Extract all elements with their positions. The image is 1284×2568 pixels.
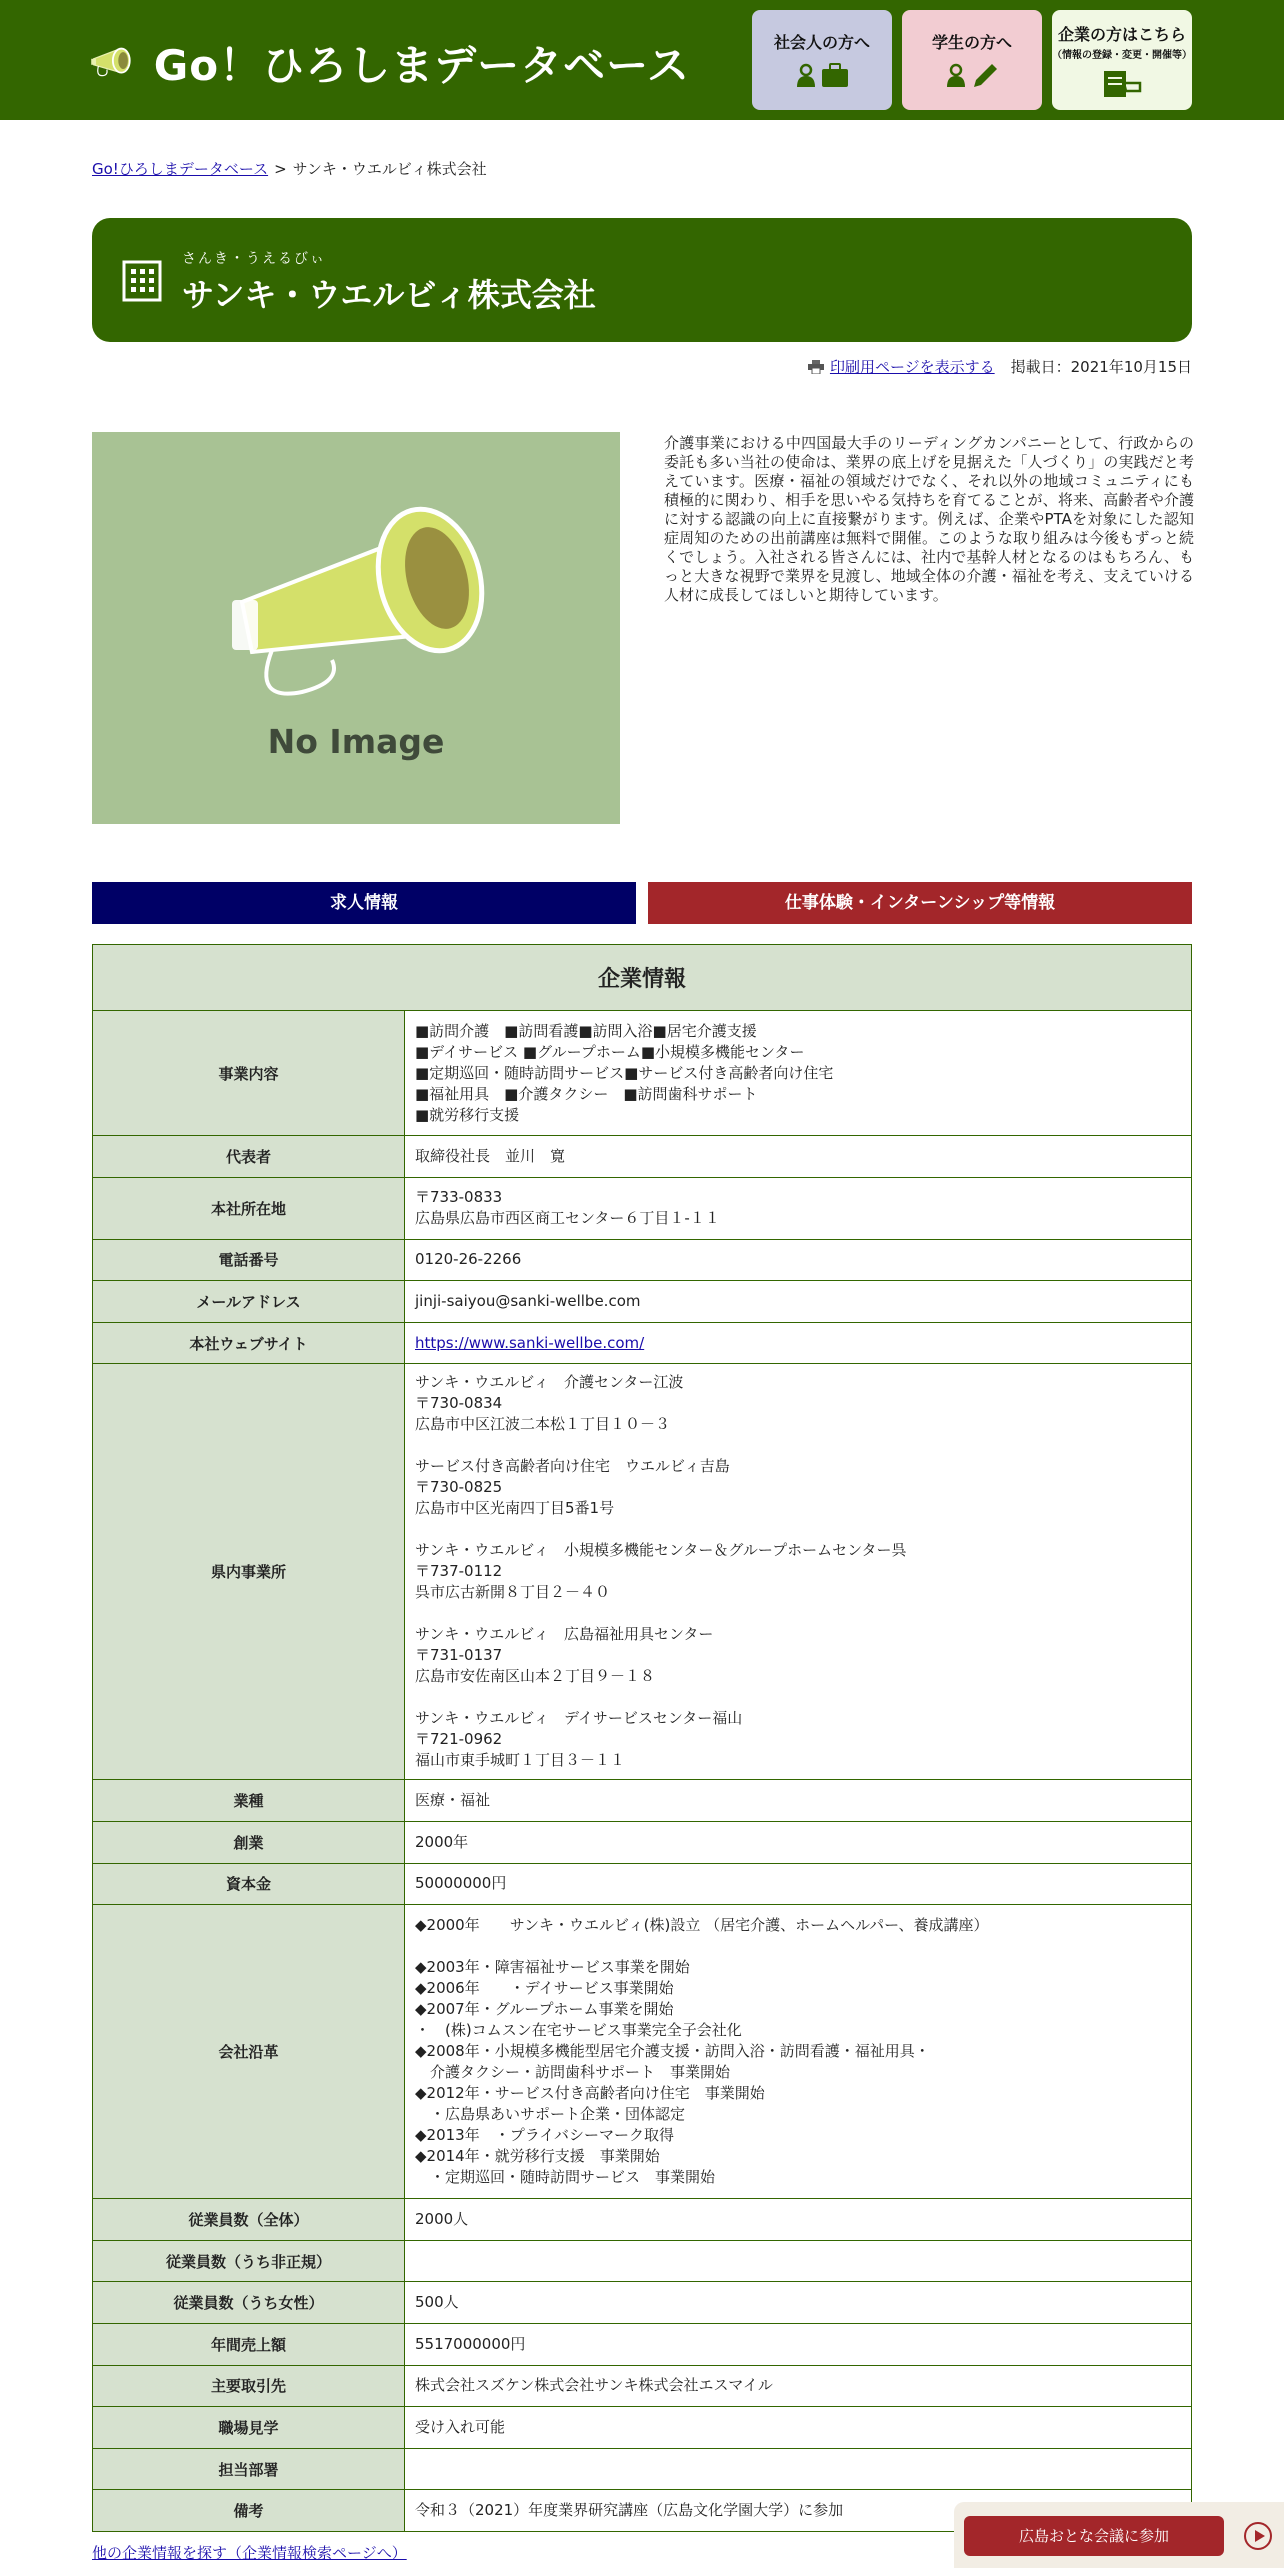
breadcrumb-home-link[interactable]: Go!ひろしまデータベース — [92, 160, 269, 178]
table-row-key: 事業内容 — [93, 1011, 405, 1136]
site-header — [0, 0, 1284, 120]
breadcrumb-separator: > — [274, 160, 287, 178]
table-row-value — [405, 2240, 1192, 2282]
header-button-worker[interactable] — [752, 10, 892, 110]
print-line — [808, 356, 1192, 377]
company-name-ruby: さんき・うえるびぃ — [182, 251, 326, 267]
internship-info-button[interactable]: 仕事体験・インターンシップ等情報 — [648, 882, 1192, 924]
table-row-key: 資本金 — [93, 1863, 405, 1905]
play-icon[interactable] — [1244, 2522, 1272, 2550]
breadcrumb-current: サンキ・ウエルビィ株式会社 — [292, 160, 487, 178]
table-row-value: 2000人 — [405, 2199, 1192, 2241]
company-website-link[interactable]: https://www.sanki-wellbe.com/ — [415, 1333, 645, 1352]
table-row-key: 会社沿革 — [93, 1905, 405, 2199]
header-button-company[interactable] — [1052, 10, 1192, 110]
join-meeting-button[interactable]: 広島おとな会議に参加 — [964, 2516, 1224, 2556]
table-row-key: 従業員数（全体） — [93, 2199, 405, 2241]
table-row-value: 取締役社長 並川 寛 — [405, 1136, 1192, 1178]
document-hand-icon — [1052, 69, 1192, 103]
table-row-key: 本社所在地 — [93, 1177, 405, 1239]
table-row-value: 500人 — [405, 2282, 1192, 2324]
company-info-table — [92, 944, 1192, 2532]
table-row-key: 職場見学 — [93, 2407, 405, 2449]
table-row-key: メールアドレス — [93, 1281, 405, 1323]
table-row-value — [405, 2448, 1192, 2490]
header-button-label: 学生の方へ — [931, 33, 1012, 52]
site-title: Go！ひろしまデータベース — [153, 41, 690, 90]
table-row-value: 0120-26-2266 — [405, 1239, 1192, 1281]
table-row-value: 受け入れ可能 — [405, 2407, 1192, 2449]
header-button-sublabel: （情報の登録・変更・開催等） — [1052, 50, 1192, 61]
table-row-value: 医療・福祉 — [405, 1780, 1192, 1822]
table-row-key: 年間売上額 — [93, 2323, 405, 2365]
person-briefcase-icon — [752, 61, 892, 93]
company-intro-text: 介護事業における中四国最大手のリーディングカンパニーとして、行政からの委託も多い当社の使命は、業界の底上げを見据えた「人づくり」の実践だと考えています。医療・福祉の領域だけでなく、それ以外の地域コミュニティにも積極的に関わり、相手を思いやる気持ちを育てることが、将来、高齢者や介護に対する認識の向上に直接繋がります。例えば、企業やPTAを対象にした認知症周知のための出前講座は無料で開催。このような取り組みは今後もずっと続くでしょう。入社される皆さんには、社内で基幹人材となるのはもちろん、もっと大きな視野で業界を見渡し、地域全体の介護・福祉を考え、支えていける人材に成長してほしいと期待しています。 — [664, 434, 1194, 604]
table-row-key: 従業員数（うち非正規） — [93, 2240, 405, 2282]
header-button-label: 社会人の方へ — [773, 33, 870, 52]
search-other-companies-link[interactable]: 他の企業情報を探す（企業情報検索ページへ） — [92, 2544, 407, 2562]
table-row-key: 創業 — [93, 1821, 405, 1863]
table-row-key: 電話番号 — [93, 1239, 405, 1281]
header-button-label: 企業の方はこちら — [1057, 25, 1186, 44]
table-row-value: 令和３（2021）年度業界研究講座（広島文化学園大学）に参加 — [405, 2490, 1192, 2532]
person-pencil-icon — [902, 61, 1042, 93]
page-title: サンキ・ウエルビィ株式会社 — [182, 276, 596, 314]
table-row-value: サンキ・ウエルビィ 介護センター江波 〒730-0834 広島市中区江波二本松１丁目１０－３ サービス付き高齢者向け住宅 ウエルビィ吉島 〒730-0825 広島市中区光南四丁目5番1号 サンキ・ウエルビィ 小規模多機能センター＆グループホームセンター呉 〒737-0112 呉市広古新開８丁目２－４０ サンキ・ウエルビィ 広島福祉用具センター 〒731-0137 広島市安佐南区山本２丁目９－１８ サンキ・ウエルビィ デイサービスセンター福山 〒721-0962 福山市東手城町１丁目３－１１ — [405, 1364, 1192, 1780]
megaphone-icon — [92, 432, 620, 732]
table-row-key: 業種 — [93, 1780, 405, 1822]
publish-date: 掲載日：2021年10月15日 — [1010, 358, 1192, 376]
table-row-value: 2000年 — [405, 1821, 1192, 1863]
no-image-label: No Image — [267, 722, 445, 761]
table-row-key: 担当部署 — [93, 2448, 405, 2490]
table-row-value: 株式会社スズケン株式会社サンキ株式会社エスマイル — [405, 2365, 1192, 2407]
table-row-key: 主要取引先 — [93, 2365, 405, 2407]
table-row-value: 〒733-0833 広島県広島市西区商工センター６丁目１-１１ — [405, 1177, 1192, 1239]
building-icon — [122, 260, 162, 302]
floating-panel — [954, 2502, 1284, 2568]
table-row-key: 備考 — [93, 2490, 405, 2532]
page-title-banner — [92, 218, 1192, 342]
table-row-value: 5517000000円 — [405, 2323, 1192, 2365]
table-row-value: ■訪問介護 ■訪問看護■訪問入浴■居宅介護支援 ■デイサービス ■グループホーム■小規模多機能センター ■定期巡回・随時訪問サービス■サービス付き高齢者向け住宅 ■福祉用具 ■介護タクシー ■訪問歯科サポート ■就労移行支援 — [405, 1011, 1192, 1136]
table-row-value: 50000000円 — [405, 1863, 1192, 1905]
table-caption: 企業情報 — [93, 945, 1192, 1011]
table-row-key: 従業員数（うち女性） — [93, 2282, 405, 2324]
printer-icon — [808, 360, 824, 374]
table-row-key: 代表者 — [93, 1136, 405, 1178]
megaphone-icon — [90, 34, 136, 92]
job-info-button[interactable]: 求人情報 — [92, 882, 636, 924]
table-row-value: ◆2000年 サンキ・ウエルビィ(株)設立 （居宅介護、ホームヘルパー、養成講座） ◆2003年・障害福祉サービス事業を開始 ◆2006年 ・デイサービス事業開始 ◆2007年・グループホーム事業を開始 ・ (株)コムスン在宅サービス事業完全子会社化 ◆2008年・小規模多機能型居宅介護支援・訪問入浴・訪問看護・福祉用具・ 介護タクシー・訪問歯科サポート 事業開始 ◆2012年・サービス付き高齢者向け住宅 事業開始 ・広島県あいサポート企業・団体認定 ◆2013年 ・プライバシーマーク取得 ◆2014年・就労移行支援 事業開始 ・定期巡回・随時訪問サービス 事業開始 — [405, 1905, 1192, 2199]
table-row-key: 県内事業所 — [93, 1364, 405, 1780]
table-row-value: jinji-saiyou@sanki-wellbe.com — [405, 1281, 1192, 1323]
header-button-student[interactable] — [902, 10, 1042, 110]
print-page-link[interactable]: 印刷用ページを表示する — [829, 358, 995, 376]
company-image-placeholder — [92, 432, 620, 824]
site-logo[interactable] — [90, 28, 690, 98]
breadcrumb — [92, 158, 487, 179]
table-row-key: 本社ウェブサイト — [93, 1322, 405, 1364]
